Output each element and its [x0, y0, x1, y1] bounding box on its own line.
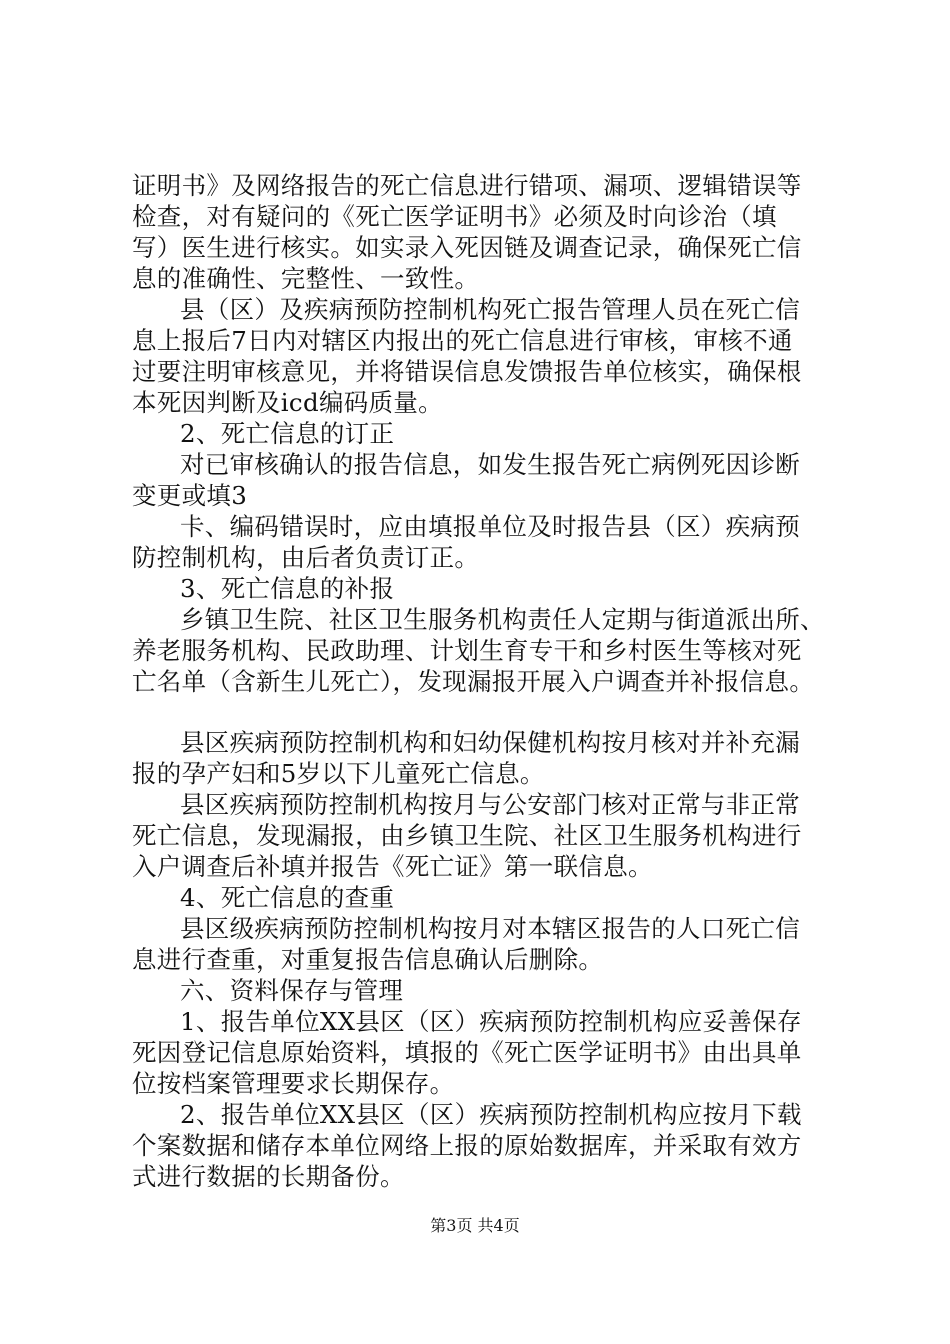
section-heading: 3、死亡信息的补报 — [180, 574, 395, 603]
text-line: 式进行数据的长期备份。 — [132, 1162, 405, 1191]
text-line: 死因登记信息原始资料，填报的《死亡医学证明书》由出具单 — [132, 1038, 802, 1067]
text-line: 息上报后7日内对辖区内报出的死亡信息进行审核，审核不通 — [132, 326, 793, 355]
text-line: 亡名单（含新生儿死亡），发现漏报开展入户调查并补报信息。 — [132, 667, 815, 696]
paragraph-first-line: 县区疾病预防控制机构和妇幼保健机构按月核对并补充漏 — [180, 728, 800, 757]
text-line: 证明书》及网络报告的死亡信息进行错项、漏项、逻辑错误等 — [132, 171, 802, 200]
section-heading: 六、资料保存与管理 — [180, 976, 404, 1005]
text-line: 防控制机构，由后者负责订正。 — [132, 543, 480, 572]
text-line: 养老服务机构、民政助理、计划生育专干和乡村医生等核对死 — [132, 636, 802, 665]
text-line: 过要注明审核意见，并将错误信息发馈报告单位核实，确保根 — [132, 357, 802, 386]
text-line: 本死因判断及icd编码质量。 — [132, 388, 443, 417]
paragraph-first-line: 县（区）及疾病预防控制机构死亡报告管理人员在死亡信 — [180, 295, 800, 324]
text-line: 位按档案管理要求长期保存。 — [132, 1069, 455, 1098]
paragraph-first-line: 卡、编码错误时，应由填报单位及时报告县（区）疾病预 — [180, 512, 800, 541]
text-line: 入户调查后补填并报告《死亡证》第一联信息。 — [132, 852, 653, 881]
page-footer — [0, 1216, 950, 1236]
page-number: 第3页 共4页 — [430, 1216, 520, 1235]
text-line: 死亡信息，发现漏报，由乡镇卫生院、社区卫生服务机构进行 — [132, 821, 802, 850]
text-line: 检查，对有疑问的《死亡医学证明书》必须及时向诊治（填 — [132, 202, 777, 231]
paragraph-first-line: 县区疾病预防控制机构按月与公安部门核对正常与非正常 — [180, 790, 800, 819]
text-line: 变更或填3 — [132, 481, 248, 510]
paragraph-first-line: 1、报告单位XX县区（区）疾病预防控制机构应妥善保存 — [180, 1007, 802, 1036]
text-line: 息的准确性、完整性、一致性。 — [132, 264, 480, 293]
paragraph-first-line: 乡镇卫生院、社区卫生服务机构责任人定期与街道派出所、 — [180, 605, 825, 634]
text-line: 息进行查重，对重复报告信息确认后删除。 — [132, 945, 604, 974]
text-line: 个案数据和储存本单位网络上报的原始数据库，并采取有效方 — [132, 1131, 802, 1160]
text-line: 写）医生进行核实。如实录入死因链及调查记录，确保死亡信 — [132, 233, 802, 262]
paragraph-first-line: 2、报告单位XX县区（区）疾病预防控制机构应按月下载 — [180, 1100, 802, 1129]
paragraph-first-line: 县区级疾病预防控制机构按月对本辖区报告的人口死亡信 — [180, 914, 800, 943]
section-heading: 4、死亡信息的查重 — [180, 883, 395, 912]
paragraph-first-line: 对已审核确认的报告信息，如发生报告死亡病例死因诊断 — [180, 450, 800, 479]
text-line: 报的孕产妇和5岁以下儿童死亡信息。 — [132, 759, 545, 788]
section-heading: 2、死亡信息的订正 — [180, 419, 395, 448]
